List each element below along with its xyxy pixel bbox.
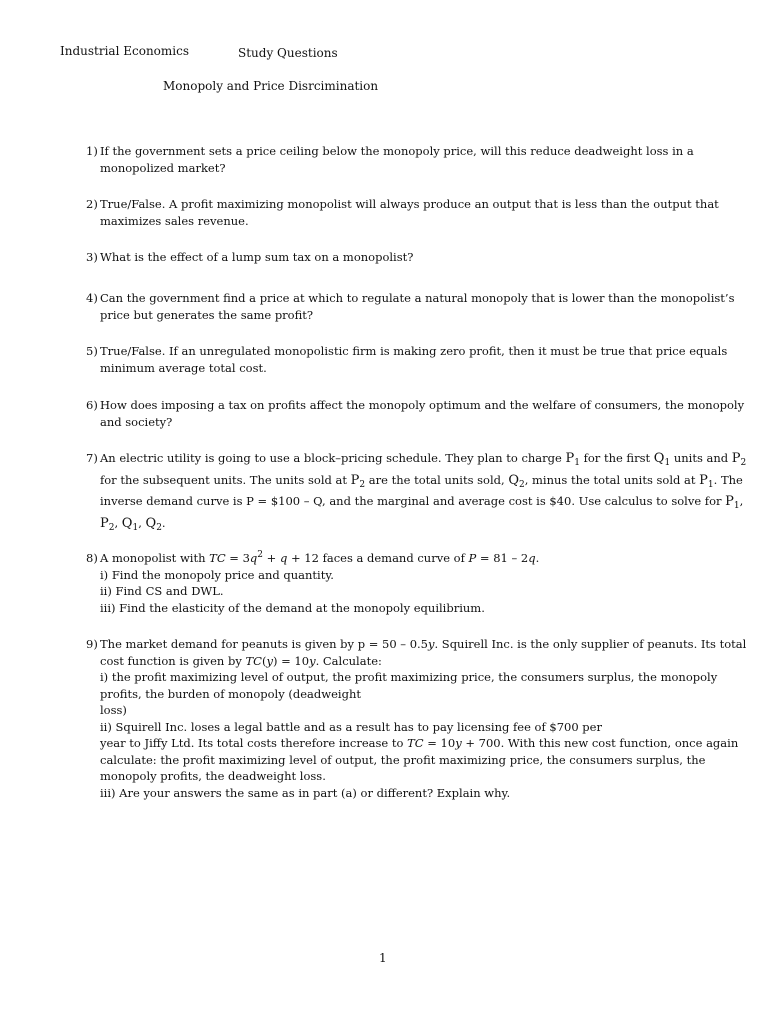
question-number: 1)	[86, 144, 98, 158]
topic-title: Monopoly and Price Disrcimination	[163, 79, 379, 93]
question-number: 8)	[86, 551, 98, 565]
question-text: loss)	[100, 703, 127, 717]
question-text: If the government sets a price ceiling below the monopoly price, will this reduce deadweight loss in a	[100, 144, 694, 158]
question-3	[86, 249, 722, 266]
question-text: A monopolist with TC = $3q^2 + q + 12$ faces a demand curve of P = 81 – 2q.	[100, 550, 540, 565]
course-title: Industrial Economics	[60, 44, 189, 58]
question-text: The market demand for peanuts is given by p = 50 – 0.5y. Squirell Inc. is the only supplier of peanuts. Its total	[100, 637, 747, 651]
question-text: price but generates the same profit?	[100, 307, 314, 322]
question-4	[86, 290, 735, 323]
sub-question: i) Find the monopoly price and quantity.	[100, 567, 334, 582]
page-number: 1	[379, 951, 387, 965]
question-text: $P_2$, $Q_1$, $Q_2$.	[100, 515, 166, 533]
sub-question: iii) Find the elasticity of the demand at the monopoly equilibrium.	[100, 600, 485, 615]
question-text: monopolized market?	[100, 160, 226, 175]
question-text: inverse demand curve is P = $100 – Q, and the marginal and average cost is $40. Use calculus to solve for $P_1$,	[100, 494, 744, 511]
question-text: True/False. If an unregulated monopolistic firm is making zero profit, then it must be true that price equals	[100, 344, 728, 358]
question-6	[86, 397, 745, 430]
question-text: maximizes sales revenue.	[100, 213, 249, 228]
question-number: 5)	[86, 344, 98, 358]
question-text: cost function is given by TC(y) = 10y. Calculate:	[100, 653, 382, 668]
question-text: year to Jiffy Ltd. Its total costs therefore increase to TC = 10y + 700. With this new cost function, once again	[100, 736, 739, 750]
question-7	[86, 448, 747, 534]
question-9	[86, 636, 747, 801]
question-text: for the subsequent units. The units sold at $P_2$ are the total units sold, $Q_2$, minus the total units sold at $P_1$. The	[100, 472, 743, 490]
question-text: What is the effect of a lump sum tax on a monopolist?	[100, 250, 414, 264]
question-5	[86, 343, 728, 376]
question-text: calculate: the profit maximizing level of output, the profit maximizing price, the consumers surplus, the	[100, 752, 706, 767]
question-text: How does imposing a tax on profits affect the monopoly optimum and the welfare of consumers, the monopoly	[100, 398, 745, 412]
question-text: and society?	[100, 414, 173, 429]
question-text: Can the government find a price at which to regulate a natural monopoly that is lower than the monopolist’s	[100, 291, 735, 305]
question-number: 2)	[86, 197, 98, 211]
sub-question: iii) Are your answers the same as in part (a) or different? Explain why.	[100, 785, 511, 800]
question-text: monopoly profits, the deadweight loss.	[100, 769, 326, 783]
question-8	[86, 550, 722, 616]
question-number: 6)	[86, 398, 98, 412]
question-text: minimum average total cost.	[100, 360, 267, 375]
question-text: True/False. A profit maximizing monopolist will always produce an output that is less than the output that	[100, 197, 719, 211]
question-number: 9)	[86, 637, 98, 651]
sub-question: ii) Find CS and DWL.	[100, 584, 224, 598]
question-1	[86, 143, 722, 176]
sub-question: i) the profit maximizing level of output, the profit maximizing price, the consumers surplus, the monopoly	[100, 670, 718, 684]
question-text: An electric utility is going to use a block–pricing schedule. They plan to charge $P_1$ for the first $Q_1$ units and $P_2$	[100, 451, 747, 468]
question-2	[86, 196, 722, 229]
sub-question: ii) Squirell Inc. loses a legal battle and as a result has to pay licensing fee of $700 per	[100, 719, 602, 734]
question-number: 7)	[86, 451, 98, 465]
document-type: Study Questions	[238, 46, 338, 60]
question-text: profits, the burden of monopoly (deadweight	[100, 686, 361, 701]
question-number: 4)	[86, 291, 98, 305]
question-number: 3)	[86, 250, 98, 264]
